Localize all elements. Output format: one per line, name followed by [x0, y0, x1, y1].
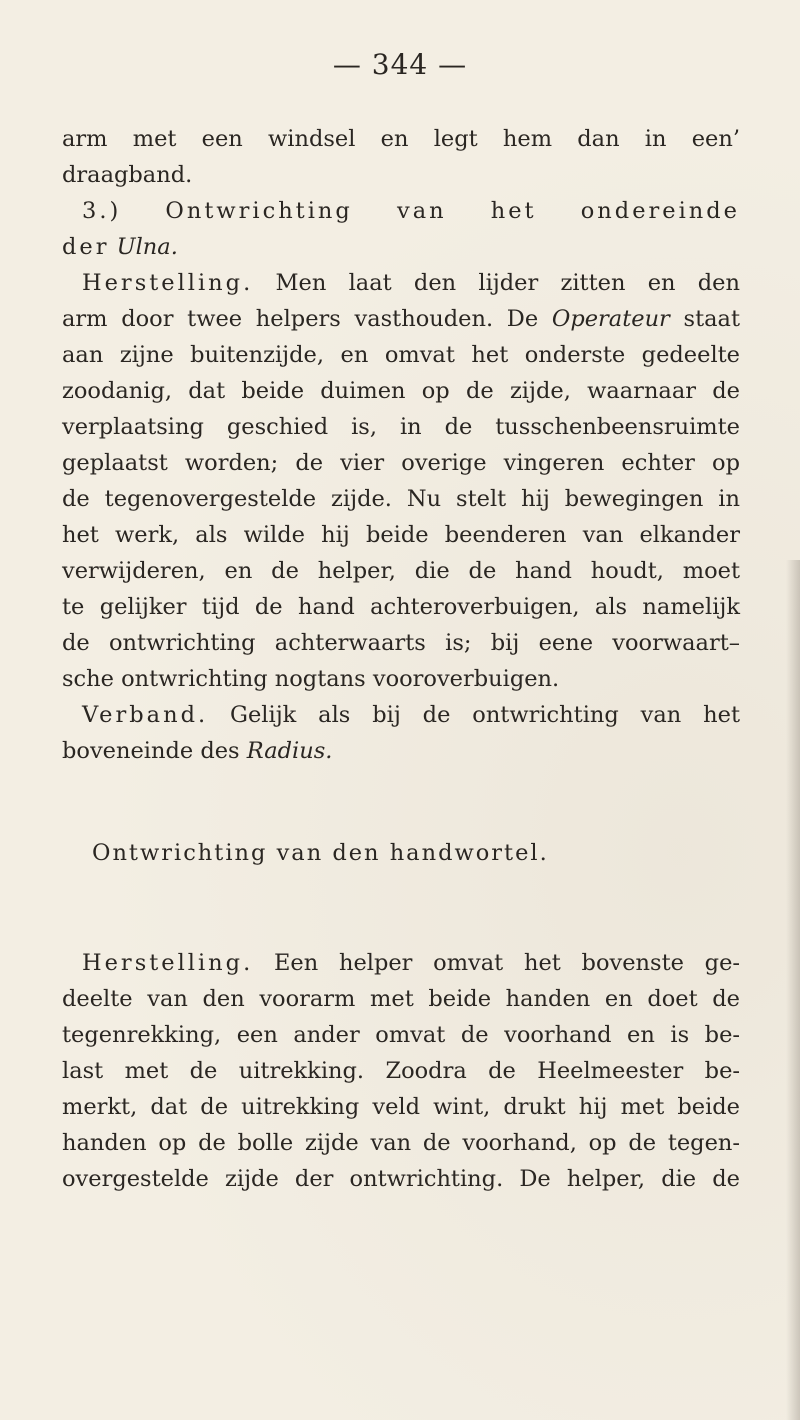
- italic-term: Ulna.: [116, 234, 178, 260]
- text-line: verplaatsing geschied is, in de tusschenbeensruimte: [62, 414, 740, 440]
- text-line: overgestelde zijde der ontwrichting. De helper, die de: [62, 1166, 740, 1192]
- text-line: last met de uitrekking. Zoodra de Heelmeester be-: [62, 1058, 740, 1084]
- text-line: sche ontwrichting nogtans vooroverbuigen.: [62, 666, 560, 692]
- inline-text: arm door twee helpers vasthouden. De: [62, 306, 539, 332]
- section-heading-line: 3.) Ontwrichting van het ondereinde: [82, 198, 740, 224]
- text-line: deelte van den voorarm met beide handen en doet de: [62, 986, 740, 1012]
- text-line: verwijderen, en de helper, die de hand houdt, moet: [62, 558, 740, 584]
- section-heading: Ontwrichting van den handwortel.: [92, 840, 549, 866]
- subheading-herstelling: Herstelling.: [82, 270, 254, 296]
- inline-text: Een helper omvat het bovenste ge-: [273, 950, 740, 976]
- inline-text: staat: [683, 306, 740, 332]
- page-edge-shadow: [786, 560, 800, 1420]
- text-line: [62, 948, 740, 978]
- text-line: tegenrekking, een ander omvat de voorhand en is be-: [62, 1022, 740, 1048]
- subheading-verband: Verband.: [82, 702, 209, 728]
- text-line: geplaatst worden; de vier overige vingeren echter op: [62, 450, 740, 476]
- text-line: draagband.: [62, 162, 193, 188]
- inline-text: Men laat den lijder zitten en den: [275, 270, 740, 296]
- text-line: te gelijker tijd de hand achteroverbuigen, als namelijk: [62, 594, 740, 620]
- italic-term: Radius.: [246, 738, 333, 764]
- text-line: de tegenovergestelde zijde. Nu stelt hij bewegingen in: [62, 486, 740, 512]
- text-line: aan zijne buitenzijde, en omvat het onderste gedeelte: [62, 342, 740, 368]
- text-line: het werk, als wilde hij beide beenderen van elkander: [62, 522, 740, 548]
- text-line: [62, 736, 740, 766]
- subheading-herstelling: Herstelling.: [82, 950, 254, 976]
- text-line: handen op de bolle zijde van de voorhand, op de tegen-: [62, 1130, 740, 1156]
- inline-text: der: [62, 234, 110, 260]
- text-line: [62, 232, 740, 262]
- text-line: [62, 700, 740, 730]
- inline-text: Gelijk als bij de ontwrichting van het: [230, 702, 741, 728]
- text-line: zoodanig, dat beide duimen op de zijde, waarnaar de: [62, 378, 740, 404]
- text-line: merkt, dat de uitrekking veld wint, drukt hij met beide: [62, 1094, 740, 1120]
- text-line: [62, 304, 740, 334]
- inline-text: boveneinde des: [62, 738, 240, 764]
- text-line: [62, 268, 740, 298]
- text-line: de ontwrichting achterwaarts is; bij eene voorwaart–: [62, 630, 740, 656]
- text-line: arm met een windsel en legt hem dan in een’: [62, 126, 740, 152]
- italic-term: Operateur: [551, 306, 670, 332]
- page-number: — 344 —: [332, 48, 468, 81]
